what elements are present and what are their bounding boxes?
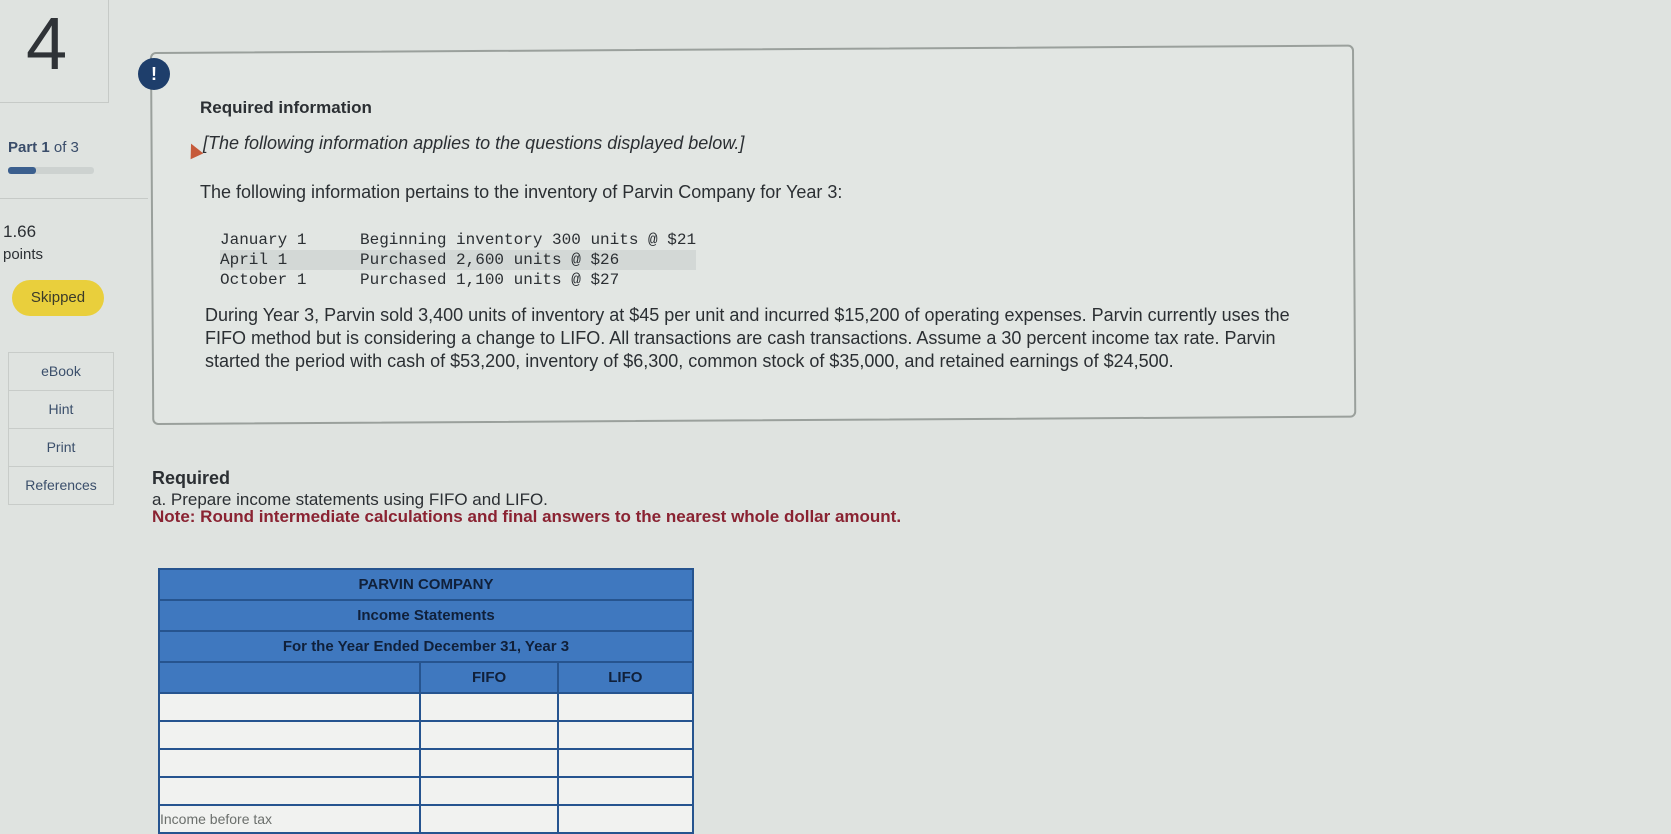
part-total: of 3 (49, 139, 79, 156)
column-header-fifo: FIFO (420, 662, 557, 693)
column-header-lifo: LIFO (558, 662, 693, 693)
statement-title: Income Statements (159, 600, 693, 631)
fifo-cell[interactable] (420, 721, 557, 749)
line-item-cell[interactable] (159, 777, 420, 805)
fifo-input[interactable] (422, 695, 559, 719)
question-number-box (0, 0, 109, 103)
column-header-blank (159, 662, 420, 693)
sidebar-divider (0, 198, 148, 199)
line-item-cell[interactable] (159, 693, 420, 721)
fifo-cell[interactable] (420, 749, 557, 777)
part-indicator (8, 139, 79, 156)
line-item-select[interactable] (161, 695, 422, 719)
income-statement-table (158, 568, 694, 834)
inventory-date: January 1 (220, 231, 307, 249)
inventory-intro: The following information pertains to the inventory of Parvin Company for Year 3: (200, 182, 843, 202)
lifo-input[interactable] (560, 807, 695, 831)
line-item-cell[interactable] (159, 749, 420, 777)
hint-link[interactable]: Hint (9, 391, 113, 429)
rounding-note: Note: Round intermediate calculations and final answers to the nearest whole dollar amount. (152, 507, 902, 526)
fifo-cell[interactable] (420, 693, 557, 721)
references-link[interactable]: References (25, 477, 97, 493)
inventory-row (220, 270, 696, 290)
status-badge: Skipped (12, 280, 104, 316)
statement-company-row (159, 569, 693, 600)
points-label: points (3, 246, 44, 263)
ebook-link[interactable]: eBook (9, 353, 113, 391)
lifo-cell[interactable] (558, 777, 693, 805)
inventory-date: October 1 (220, 271, 307, 289)
points-value: 1.66 (3, 222, 37, 241)
inventory-desc: Beginning inventory 300 units @ $21 (360, 231, 697, 249)
inventory-row (220, 230, 696, 250)
statement-company: PARVIN COMPANY (159, 569, 693, 600)
table-row (159, 721, 693, 749)
fifo-cell[interactable] (420, 805, 557, 833)
income-before-tax-label: Income before tax (160, 811, 273, 827)
lifo-cell[interactable] (558, 693, 693, 721)
required-part-a: a. Prepare income statements using FIFO and LIFO. (152, 490, 548, 509)
fifo-input[interactable] (422, 723, 559, 747)
statement-title-row (159, 600, 693, 631)
lifo-cell[interactable] (558, 749, 693, 777)
line-item-select[interactable] (161, 751, 422, 775)
lifo-cell[interactable] (558, 721, 693, 749)
part-progress-bar (8, 167, 94, 174)
fifo-input[interactable] (422, 751, 559, 775)
alert-icon: ! (138, 58, 170, 90)
required-heading: Required (152, 468, 231, 488)
fifo-cell[interactable] (420, 777, 557, 805)
inventory-table (220, 230, 696, 290)
table-row (159, 693, 693, 721)
statement-period: For the Year Ended December 31, Year 3 (159, 631, 693, 662)
lifo-cell[interactable] (558, 805, 693, 833)
fifo-input[interactable] (422, 807, 559, 831)
lifo-input[interactable] (560, 779, 695, 803)
part-current: Part 1 (8, 139, 50, 156)
problem-paragraph: During Year 3, Parvin sold 3,400 units of inventory at $45 per unit and incurred $15,200 of operating expenses. Parvin currently uses the FIFO method but is considering a change to LIFO. All transactions are cash transactions. Assume a 30 percent income tax rate. Parvin started the period with cash of $53,200, inventory of $6,300, common stock of $35,000, and retained earnings of $24,500. (205, 305, 1290, 371)
line-item-cell[interactable] (159, 721, 420, 749)
line-item-select[interactable] (161, 779, 422, 803)
inventory-row (220, 250, 696, 270)
inventory-date: April 1 (220, 250, 360, 270)
table-row (159, 749, 693, 777)
print-link[interactable]: Print (9, 429, 113, 467)
required-information-title: Required information (200, 98, 372, 117)
lifo-input[interactable] (560, 723, 695, 747)
sidebar-links (8, 352, 114, 505)
applies-note: [The following information applies to the questions displayed below.] (203, 133, 745, 153)
inventory-desc: Purchased 1,100 units @ $27 (360, 271, 620, 289)
fifo-input[interactable] (422, 779, 559, 803)
inventory-desc: Purchased 2,600 units @ $26 (360, 250, 696, 270)
lifo-input[interactable] (560, 695, 695, 719)
statement-period-row (159, 631, 693, 662)
part-progress-fill (8, 167, 36, 174)
table-row (159, 777, 693, 805)
line-item-select[interactable] (161, 723, 422, 747)
column-header-row (159, 662, 693, 693)
question-number: 4 (26, 2, 68, 85)
lifo-input[interactable] (560, 751, 695, 775)
